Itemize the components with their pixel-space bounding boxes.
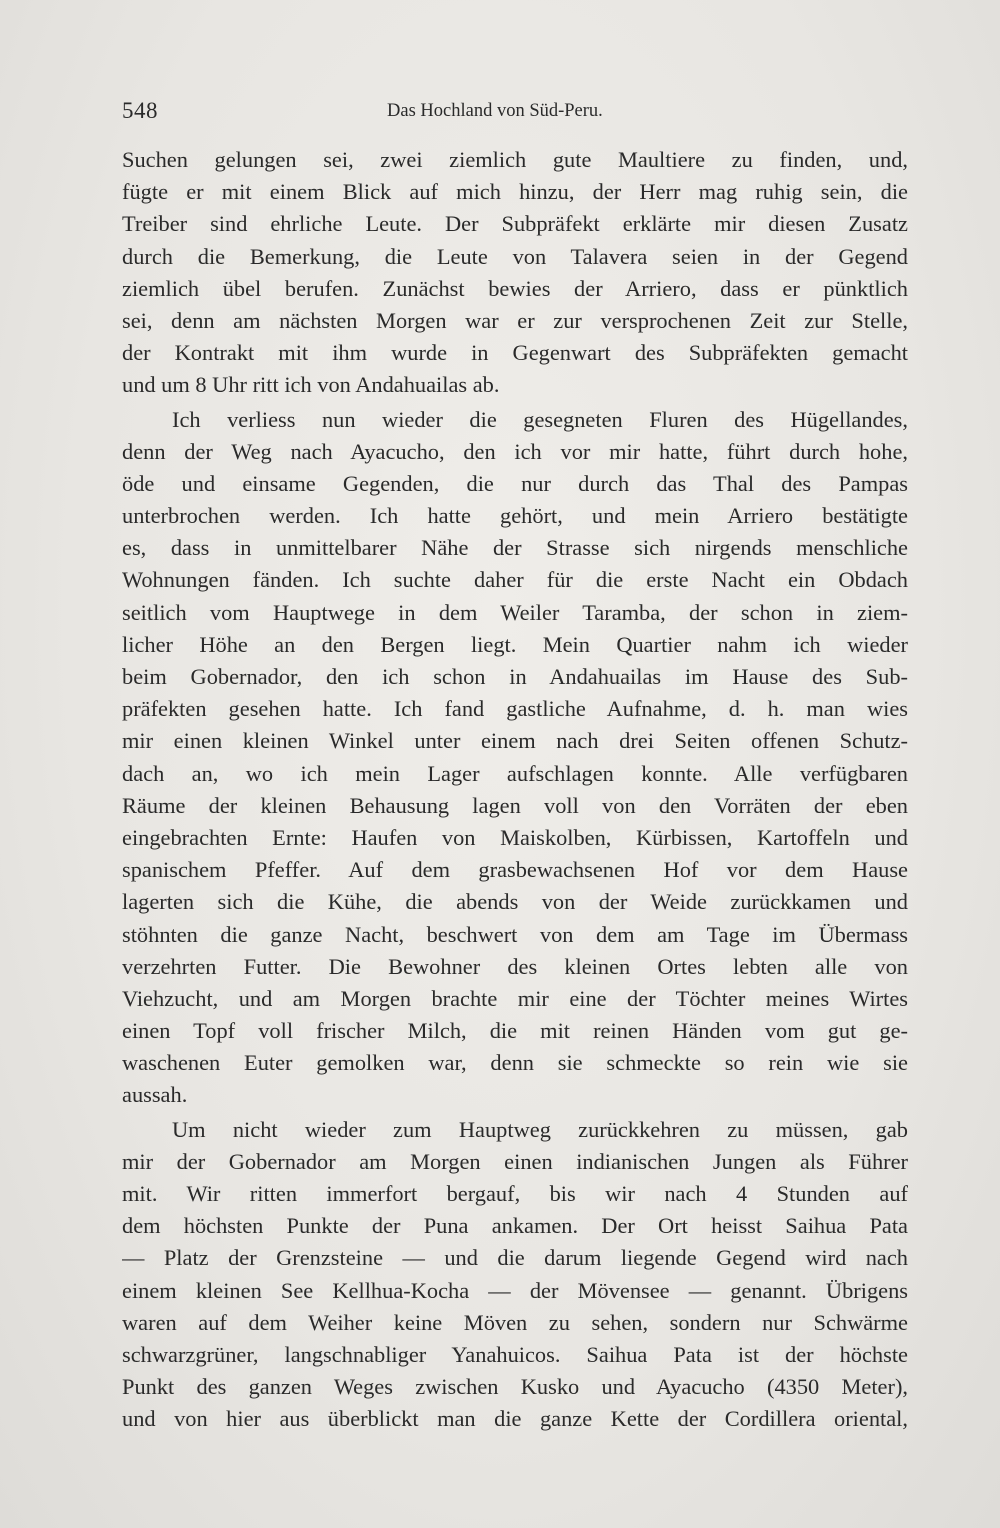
text-line: — Platz der Grenzsteine — und die darum liegende Gegend wird nach <box>122 1245 908 1271</box>
text-line: dem höchsten Punkte der Puna ankamen. Der Ort heisst Saihua Pata <box>122 1213 908 1239</box>
text-line: der Kontrakt mit ihm wurde in Gegenwart des Subpräfekten gemacht <box>122 340 908 366</box>
text-line: einen Topf voll frischer Milch, die mit reinen Händen vom gut ge- <box>122 1018 908 1044</box>
text-line: ziemlich übel berufen. Zunächst bewies der Arriero, dass er pünktlich <box>122 275 908 301</box>
text-line: schwarzgrüner, langschnabliger Yanahuicos. Saihua Pata ist der höchste <box>122 1341 908 1367</box>
text-line: lagerten sich die Kühe, die abends von der Weide zurückkamen und <box>122 889 908 915</box>
page-header <box>122 98 912 132</box>
text-line: und von hier aus überblickt man die ganze Kette der Cordillera oriental, <box>122 1406 908 1432</box>
text-line: Punkt des ganzen Weges zwischen Kusko und Ayacucho (4350 Meter), <box>122 1374 908 1400</box>
text-line: aussah. <box>122 1082 188 1108</box>
text-line: mit. Wir ritten immerfort bergauf, bis wir nach 4 Stunden auf <box>122 1181 908 1206</box>
page-number: 548 <box>122 98 158 123</box>
text-line: verzehrten Futter. Die Bewohner des kleinen Ortes lebten alle von <box>122 953 908 979</box>
text-line: sei, denn am nächsten Morgen war er zur versprochenen Zeit zur Stelle, <box>122 307 908 333</box>
text-line: es, dass in unmittelbarer Nähe der Strasse sich nirgends menschliche <box>122 535 908 561</box>
text-line: stöhnten die ganze Nacht, beschwert von dem am Tage im Übermass <box>122 921 908 947</box>
text-line: waschenen Euter gemolken war, denn sie schmeckte so rein wie sie <box>122 1050 908 1076</box>
body-text <box>122 144 908 1436</box>
text-line: durch die Bemerkung, die Leute von Talavera seien in der Gegend <box>122 243 908 269</box>
text-line: fügte er mit einem Blick auf mich hinzu, der Herr mag ruhig sein, die <box>122 179 908 205</box>
text-line: waren auf dem Weiher keine Möven zu sehen, sondern nur Schwärme <box>122 1309 908 1335</box>
text-line: Treiber sind ehrliche Leute. Der Subpräfekt erklärte mir diesen Zusatz <box>122 211 908 237</box>
text-line: unterbrochen werden. Ich hatte gehört, und mein Arriero bestätigte <box>122 503 908 529</box>
text-line: spanischem Pfeffer. Auf dem grasbewachsenen Hof vor dem Hause <box>122 857 908 883</box>
text-line: öde und einsame Gegenden, die nur durch das Thal des Pampas <box>122 470 908 496</box>
text-line: licher Höhe an den Bergen liegt. Mein Quartier nahm ich wieder <box>122 631 908 657</box>
text-line: Räume der kleinen Behausung lagen voll von den Vorräten der eben <box>122 792 908 818</box>
text-line: und um 8 Uhr ritt ich von Andahuailas ab. <box>122 372 500 398</box>
text-line: Suchen gelungen sei, zwei ziemlich gute Maultiere zu finden, und, <box>122 147 908 172</box>
text-line: einem kleinen See Kellhua-Kocha — der Mövensee — genannt. Übrigens <box>122 1277 908 1303</box>
text-line: mir der Gobernador am Morgen einen indianischen Jungen als Führer <box>122 1148 908 1174</box>
text-line: denn der Weg nach Ayacucho, den ich vor mir hatte, führt durch hohe, <box>122 438 908 464</box>
text-line: eingebrachten Ernte: Haufen von Maiskolben, Kürbissen, Kartoffeln und <box>122 824 908 850</box>
text-line: Viehzucht, und am Morgen brachte mir eine der Töchter meines Wirtes <box>122 985 908 1011</box>
text-line: Ich verliess nun wieder die gesegneten Fluren des Hügellandes, <box>172 406 908 432</box>
running-head: Das Hochland von Süd-Peru. <box>387 101 603 121</box>
text-line: Um nicht wieder zum Hauptweg zurückkehren zu müssen, gab <box>172 1116 908 1142</box>
text-line: dach an, wo ich mein Lager aufschlagen konnte. Alle verfügbaren <box>122 760 908 786</box>
text-line: Wohnungen fänden. Ich suchte daher für die erste Nacht ein Obdach <box>122 567 908 593</box>
text-line: beim Gobernador, den ich schon in Andahuailas im Hause des Sub- <box>122 664 908 689</box>
text-line: präfekten gesehen hatte. Ich fand gastliche Aufnahme, d. h. man wies <box>122 696 908 722</box>
text-line: mir einen kleinen Winkel unter einem nach drei Seiten offenen Schutz- <box>122 728 908 754</box>
text-line: seitlich vom Hauptwege in dem Weiler Taramba, der schon in ziem- <box>122 599 908 625</box>
